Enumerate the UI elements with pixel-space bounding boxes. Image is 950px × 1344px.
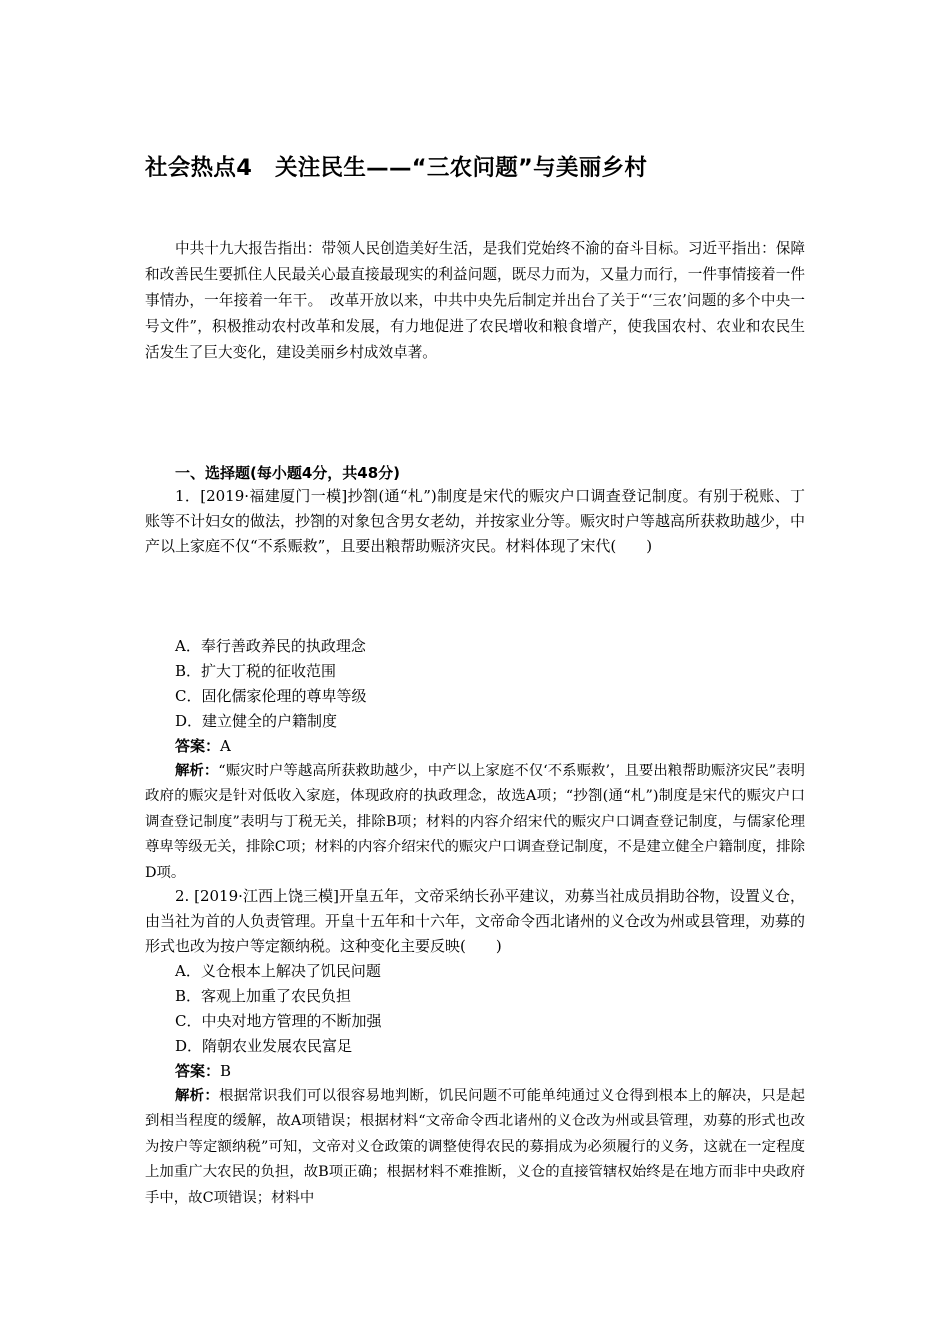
question-1-stem: 1．[2019·福建厦门一模]抄劄(通“札”)制度是宋代的赈灾户口调查登记制度。有别于税账、丁账等不计妇女的做法，抄劄的对象包含男女老幼，并按家业分等。赈灾时户等越高所获救助越少，中产以上家庭不仅“不系赈救”，且要出粮帮助赈济灾民。材料体现了宋代( ) bbox=[145, 487, 806, 555]
question-2-option-c: C．中央对地方管理的不断加强 bbox=[175, 1012, 382, 1030]
question-2-option-d: D．隋朝农业发展农民富足 bbox=[175, 1037, 353, 1055]
question-1-option-b: B．扩大丁税的征收范围 bbox=[175, 662, 337, 680]
question-2-analysis-label: 解析： bbox=[175, 1088, 219, 1104]
question-2-answer-label: 答案： bbox=[175, 1062, 221, 1080]
question-1-answer bbox=[175, 734, 231, 759]
page-title: 社会热点4 关注民生——“三农问题”与美丽乡村 bbox=[145, 155, 648, 181]
question-1-option-a: A．奉行善政养民的执政理念 bbox=[175, 637, 366, 655]
question-1-answer-value: A bbox=[220, 737, 231, 755]
question-2-analysis bbox=[145, 1084, 805, 1211]
question-1-analysis-label: 解析： bbox=[175, 763, 219, 779]
question-2-stem: 2. [2019·江西上饶三模]开皇五年，文帝采纳长孙平建议，劝募当社成员捐助谷物，设置义仓，由当社为首的人负责管理。开皇十五年和十六年，文帝命令西北诸州的义仓改为州或县管理，劝募的形式也改为按户等定额纳税。这种变化主要反映( ) bbox=[145, 887, 806, 955]
question-1-option-c: C．固化儒家伦理的尊卑等级 bbox=[175, 687, 367, 705]
question-2-analysis-text: 根据常识我们可以很容易地判断，饥民问题不可能单纯通过义仓得到根本上的解决，只是起到相当程度的缓解，故A项错误；根据材料“文帝命令西北诸州的义仓改为州或县管理，劝募的形式也改为按户等定额纳税”可知，文帝对义仓政策的调整使得农民的募捐成为必须履行的义务，这就在一定程度上加重广大农民的负担，故B项正确；根据材料不难推断，义仓的直接管辖权始终是在地方而非中央政府手中，故C项错误；材料中 bbox=[145, 1088, 805, 1206]
question-1-analysis-text: “赈灾时户等越高所获救助越少，中产以上家庭不仅‘不系赈救’，且要出粮帮助赈济灾民”表明政府的赈灾是针对低收入家庭，体现政府的执政理念，故选A项；“抄劄(通“札”)制度是宋代的赈灾户口调查登记制度”表明与丁税无关，排除B项；材料的内容介绍宋代的赈灾户口调查登记制度，与儒家伦理尊卑等级无关，排除C项；材料的内容介绍宋代的赈灾户口调查登记制度，不是建立健全户籍制度，排除D项。 bbox=[145, 763, 805, 881]
question-2-option-a: A．义仓根本上解决了饥民问题 bbox=[175, 962, 381, 980]
question-1-answer-label: 答案： bbox=[175, 737, 221, 755]
question-1-analysis bbox=[145, 759, 805, 886]
question-1-option-d: D．建立健全的户籍制度 bbox=[175, 712, 338, 730]
question-2-answer bbox=[175, 1059, 231, 1084]
intro-paragraph: 中共十九大报告指出：带领人民创造美好生活，是我们党始终不渝的奋斗目标。习近平指出：保障和改善民生要抓住人民最关心最直接最现实的利益问题，既尽力而为，又量力而行，一件事情接着一件事情办，一年接着一年干。 改革开放以来，中共中央先后制定并出台了关于“‘三农’问题的多个中央一号文件”，积极推动农村改革和发展，有力地促进了农民增收和粮食增产，使我国农村、农业和农民生活发生了巨大变化，建设美丽乡村成效卓著。 bbox=[145, 240, 805, 361]
question-2-answer-value: B bbox=[220, 1062, 232, 1080]
section-heading: 一、选择题(每小题4分，共48分) bbox=[175, 464, 401, 482]
question-2-option-b: B．客观上加重了农民负担 bbox=[175, 987, 352, 1005]
